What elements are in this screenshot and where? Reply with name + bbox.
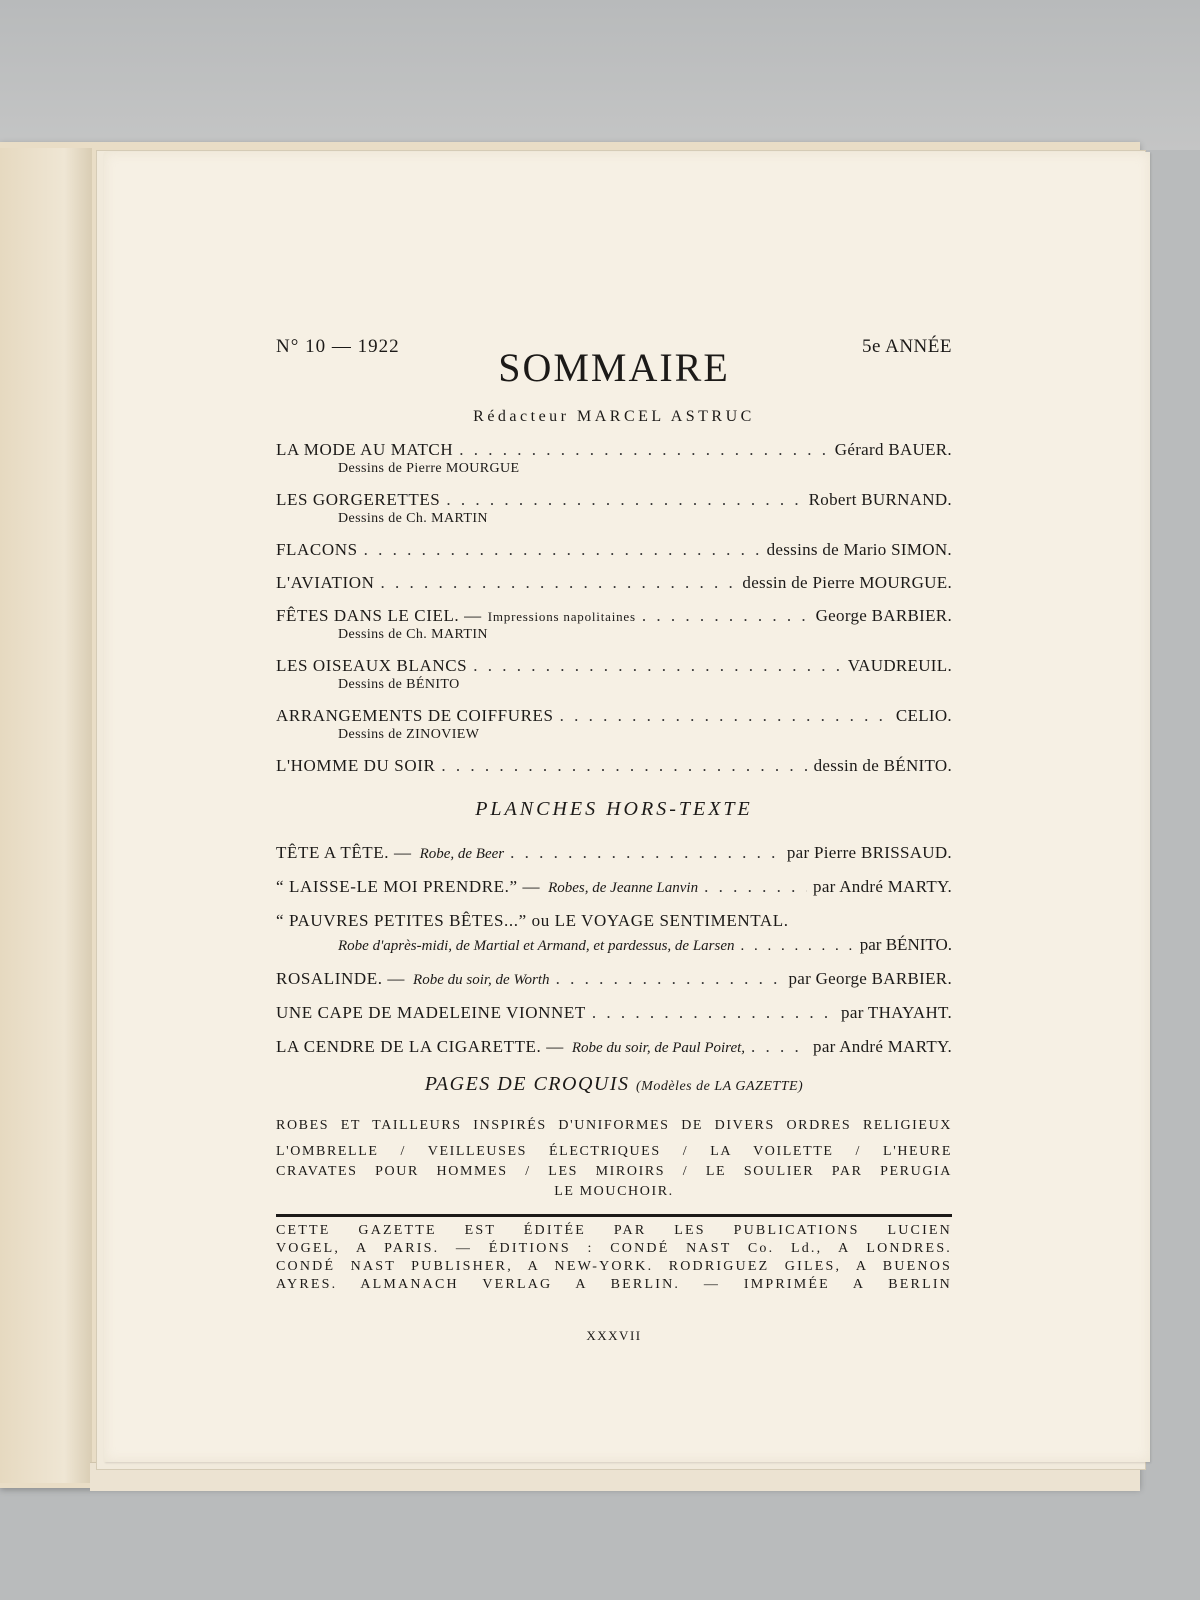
article-line bbox=[276, 706, 952, 726]
article-author: CELIO. bbox=[895, 706, 952, 725]
editor-line: Rédacteur MARCEL ASTRUC bbox=[473, 408, 755, 425]
leader-dots bbox=[642, 606, 810, 626]
planche-line bbox=[276, 969, 952, 989]
article-title: L'HOMME DU SOIR bbox=[276, 756, 436, 775]
article-credit: Dessins de BÉNITO bbox=[338, 677, 460, 692]
imprint-line: VOGEL, A PARIS. — ÉDITIONS : CONDÉ NAST Co. Ld., A LONDRES. bbox=[276, 1241, 952, 1256]
leader-dots bbox=[741, 938, 854, 955]
article-author: VAUDREUIL. bbox=[847, 656, 952, 675]
article-line bbox=[276, 606, 952, 626]
leader-dots bbox=[556, 969, 783, 989]
planche-author: par André MARTY. bbox=[813, 1037, 952, 1056]
planche-title: TÊTE A TÊTE. — bbox=[276, 843, 412, 862]
article-author: dessins de Mario SIMON. bbox=[766, 540, 952, 559]
article-entry bbox=[276, 656, 952, 693]
croquis-heading-note: (Modèles de LA GAZETTE) bbox=[636, 1079, 804, 1094]
croquis-list bbox=[276, 1116, 952, 1202]
planche-line bbox=[276, 911, 952, 931]
planche-title: “ PAUVRES PETITES BÊTES...” ou LE VOYAGE SENTIMENTAL. bbox=[276, 911, 789, 930]
planche-detail: Robe du soir, de Paul Poiret, bbox=[571, 1040, 746, 1056]
planche-entry bbox=[276, 911, 952, 955]
divider-rule bbox=[276, 1214, 952, 1217]
planche-author: par BÉNITO. bbox=[859, 935, 952, 954]
croquis-line: ROBES ET TAILLEURS INSPIRÉS D'UNIFORMES DE DIVERS ORDRES RELIGIEUX bbox=[276, 1118, 952, 1133]
article-line bbox=[276, 540, 952, 560]
leader-dots bbox=[364, 540, 761, 560]
article-entry bbox=[276, 606, 952, 643]
planche-title: “ LAISSE-LE MOI PRENDRE.” — bbox=[276, 877, 541, 896]
imprint bbox=[276, 1222, 952, 1294]
planche-title: ROSALINDE. — bbox=[276, 969, 406, 988]
issue-number: N° 10 — 1922 bbox=[276, 336, 400, 357]
article-title: FÊTES DANS LE CIEL. — bbox=[276, 606, 482, 625]
planche-detail: Robe d'après-midi, de Martial et Armand, et pardessus, de Larsen bbox=[338, 938, 735, 954]
article-entry bbox=[276, 540, 952, 560]
imprint-line: CONDÉ NAST PUBLISHER, A NEW-YORK. RODRIGUEZ GILES, A BUENOS bbox=[276, 1259, 952, 1274]
planches-heading: PLANCHES HORS-TEXTE bbox=[475, 798, 753, 820]
planche-entry bbox=[276, 1003, 952, 1023]
article-credit: Dessins de Pierre MOURGUE bbox=[338, 461, 520, 476]
croquis-heading bbox=[276, 1073, 952, 1096]
article-line bbox=[276, 756, 952, 776]
article-author: George BARBIER. bbox=[815, 606, 952, 625]
article-entry bbox=[276, 756, 952, 776]
planche-detail: Robe du soir, de Worth bbox=[413, 972, 550, 988]
planche-author: par George BARBIER. bbox=[788, 969, 952, 988]
planche-line bbox=[276, 877, 952, 897]
planche-detail-line bbox=[338, 935, 952, 955]
planche-detail: Robe, de Beer bbox=[419, 846, 505, 862]
article-title: LA MODE AU MATCH bbox=[276, 440, 454, 459]
leader-dots bbox=[446, 490, 802, 510]
article-entry bbox=[276, 440, 952, 477]
planche-line bbox=[276, 843, 952, 863]
planche-title: UNE CAPE DE MADELEINE VIONNET bbox=[276, 1003, 586, 1022]
planche-line bbox=[276, 1003, 952, 1023]
planche-title: LA CENDRE DE LA CIGARETTE. — bbox=[276, 1037, 564, 1056]
planche-entry bbox=[276, 1037, 952, 1057]
leader-dots bbox=[510, 843, 781, 863]
planche-entry bbox=[276, 843, 952, 863]
article-author: dessin de Pierre MOURGUE. bbox=[742, 573, 952, 592]
cover-inner-left bbox=[0, 148, 92, 1483]
page-header bbox=[276, 330, 952, 410]
article-entry bbox=[276, 490, 952, 527]
article-credit: Dessins de ZINOVIEW bbox=[338, 727, 480, 742]
planches-list bbox=[276, 843, 952, 1057]
article-list bbox=[276, 440, 952, 776]
planche-author: par Pierre BRISSAUD. bbox=[786, 843, 952, 862]
article-entry bbox=[276, 573, 952, 593]
imprint-line: AYRES. ALMANACH VERLAG A BERLIN. — IMPRIMÉE A BERLIN bbox=[276, 1277, 952, 1292]
background bbox=[0, 0, 1200, 150]
page-title: SOMMAIRE bbox=[498, 345, 730, 390]
article-line bbox=[276, 573, 952, 593]
leader-dots bbox=[704, 877, 807, 897]
croquis-line: L'OMBRELLE / VEILLEUSES ÉLECTRIQUES / LA VOILETTE / L'HEURE bbox=[276, 1144, 952, 1159]
planche-author: par THAYAHT. bbox=[841, 1003, 952, 1022]
article-author: dessin de BÉNITO. bbox=[813, 756, 952, 775]
croquis-line: CRAVATES POUR HOMMES / LES MIROIRS / LE SOULIER PAR PERUGIA bbox=[276, 1164, 952, 1179]
leader-dots bbox=[380, 573, 736, 593]
planche-detail: Robes, de Jeanne Lanvin bbox=[548, 880, 699, 896]
article-entry bbox=[276, 706, 952, 743]
article-title: LES OISEAUX BLANCS bbox=[276, 656, 468, 675]
article-title: FLACONS bbox=[276, 540, 358, 559]
year-label: 5e ANNÉE bbox=[861, 336, 952, 357]
croquis-heading-text: PAGES DE CROQUIS bbox=[424, 1073, 630, 1095]
leader-dots bbox=[560, 706, 890, 726]
contents bbox=[276, 330, 952, 1344]
page-number: XXXVII bbox=[586, 1328, 642, 1343]
planche-line bbox=[276, 1037, 952, 1057]
leader-dots bbox=[751, 1037, 807, 1057]
article-author: Robert BURNAND. bbox=[808, 490, 952, 509]
leader-dots bbox=[459, 440, 829, 460]
article-line bbox=[276, 440, 952, 460]
leader-dots bbox=[441, 756, 807, 776]
article-credit: Dessins de Ch. MARTIN bbox=[338, 627, 488, 642]
leader-dots bbox=[473, 656, 842, 676]
leader-dots bbox=[592, 1003, 835, 1023]
article-line bbox=[276, 656, 952, 676]
article-subtitle: Impressions napolitaines bbox=[487, 609, 636, 624]
imprint-line: CETTE GAZETTE EST ÉDITÉE PAR LES PUBLICATIONS LUCIEN bbox=[276, 1223, 952, 1238]
article-title: L'AVIATION bbox=[276, 573, 375, 592]
planche-entry bbox=[276, 969, 952, 989]
article-title: ARRANGEMENTS DE COIFFURES bbox=[276, 706, 554, 725]
planche-author: par André MARTY. bbox=[813, 877, 952, 896]
article-author: Gérard BAUER. bbox=[834, 440, 952, 459]
article-line bbox=[276, 490, 952, 510]
article-credit: Dessins de Ch. MARTIN bbox=[338, 511, 488, 526]
croquis-line: LE MOUCHOIR. bbox=[554, 1184, 674, 1199]
planche-entry bbox=[276, 877, 952, 897]
article-title: LES GORGERETTES bbox=[276, 490, 441, 509]
